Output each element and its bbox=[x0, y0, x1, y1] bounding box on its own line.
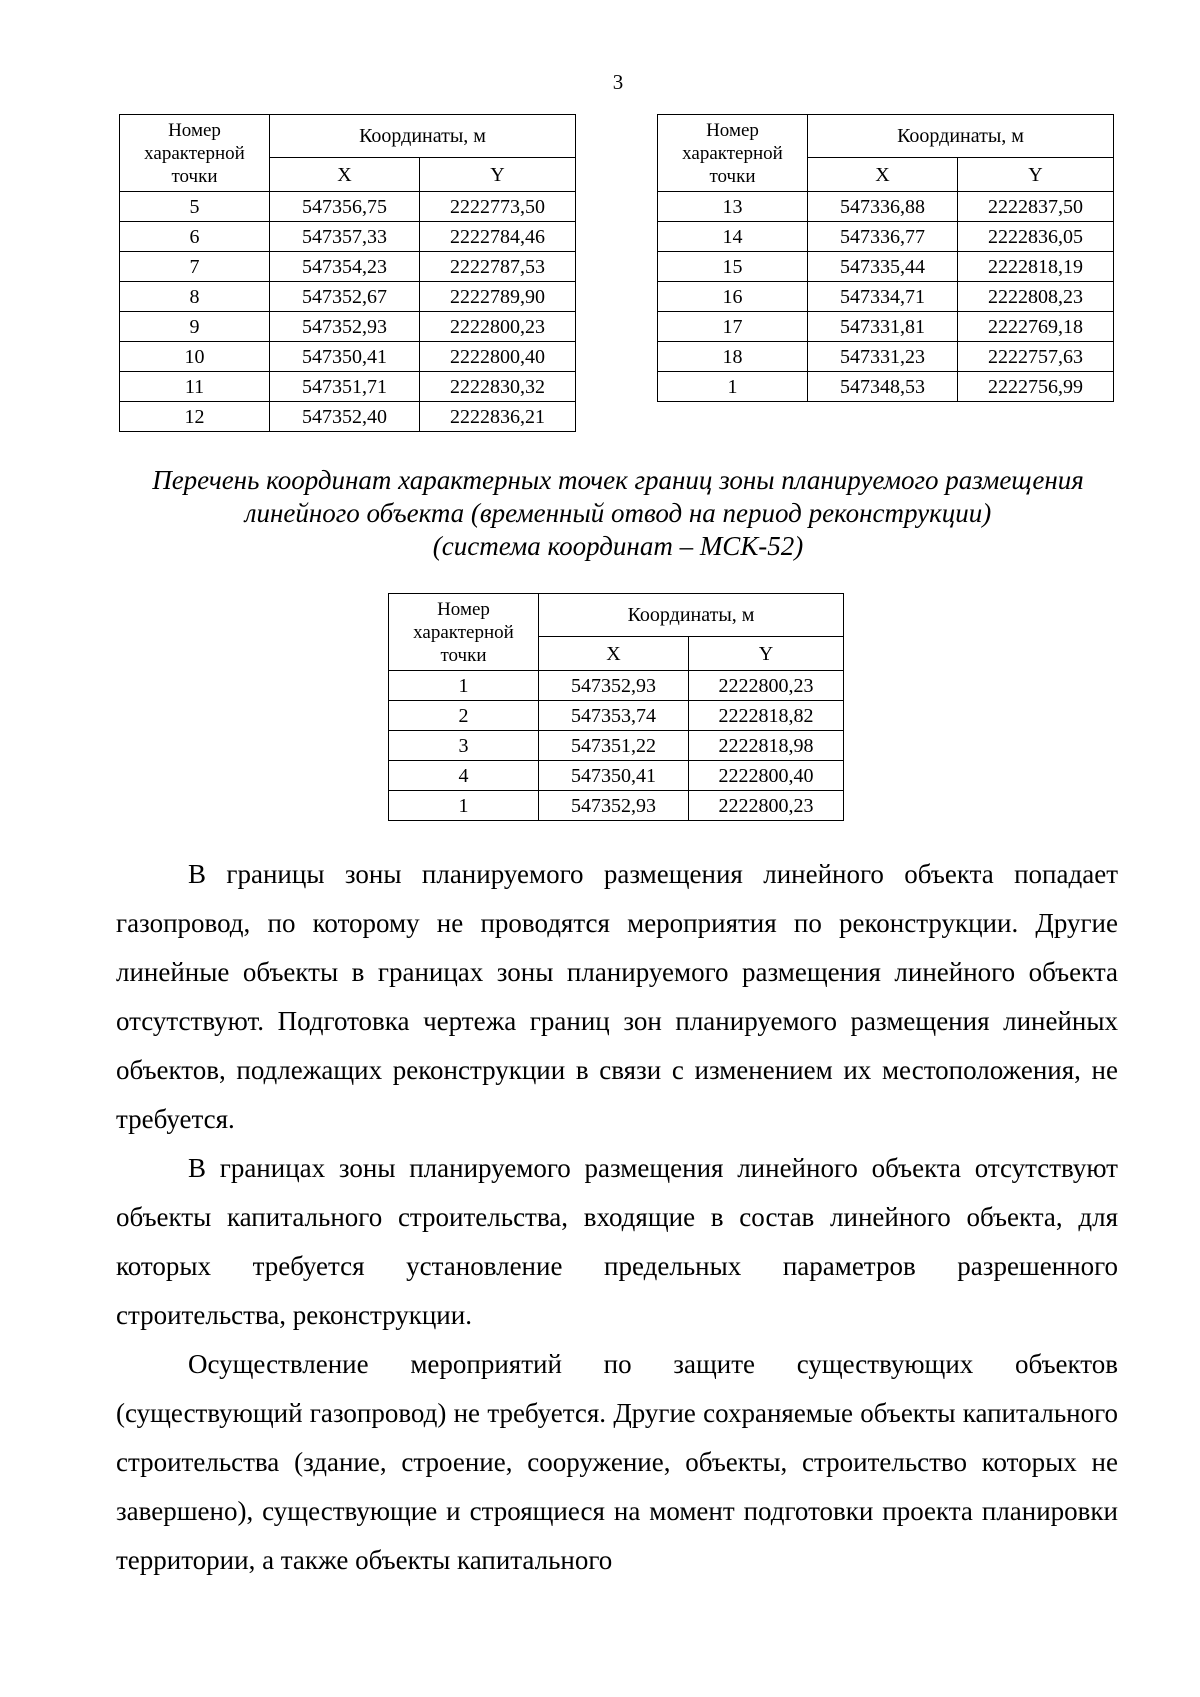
cell-x: 547354,23 bbox=[270, 252, 420, 282]
table-caption bbox=[100, 464, 1136, 563]
table-row bbox=[658, 252, 1114, 282]
page-number: 3 bbox=[612, 70, 624, 94]
cell-point-number: 14 bbox=[658, 222, 808, 252]
header-x: X bbox=[270, 158, 420, 192]
paragraph-2: В границах зоны планируемого размещения линейного объекта отсутствуют объекты капитального строительства, входящие в состав линейного объекта, для которых требуется установление предельных параметров разрешенного строительства, реконструкции. bbox=[116, 1153, 1118, 1330]
table-row bbox=[120, 372, 576, 402]
header-x: X bbox=[539, 637, 689, 671]
cell-y: 2222787,53 bbox=[420, 252, 576, 282]
cell-y: 2222836,21 bbox=[420, 402, 576, 432]
cell-point-number: 12 bbox=[120, 402, 270, 432]
table-row bbox=[658, 372, 1114, 402]
cell-x: 547352,93 bbox=[270, 312, 420, 342]
cell-point-number: 4 bbox=[389, 761, 539, 791]
header-y: Y bbox=[958, 158, 1114, 192]
table-row bbox=[389, 671, 844, 701]
cell-point-number: 18 bbox=[658, 342, 808, 372]
coordinates-table-3 bbox=[388, 593, 844, 821]
cell-point-number: 11 bbox=[120, 372, 270, 402]
cell-x: 547336,88 bbox=[808, 192, 958, 222]
cell-y: 2222800,40 bbox=[689, 761, 844, 791]
table-row bbox=[120, 192, 576, 222]
cell-point-number: 13 bbox=[658, 192, 808, 222]
header-point-number: Номер характерной точки bbox=[658, 115, 808, 192]
table-row bbox=[389, 731, 844, 761]
cell-x: 547352,93 bbox=[539, 791, 689, 821]
cell-y: 2222836,05 bbox=[958, 222, 1114, 252]
cell-y: 2222830,32 bbox=[420, 372, 576, 402]
cell-point-number: 9 bbox=[120, 312, 270, 342]
cell-point-number: 5 bbox=[120, 192, 270, 222]
header-coordinates: Координаты, м bbox=[539, 594, 844, 637]
cell-x: 547357,33 bbox=[270, 222, 420, 252]
cell-point-number: 16 bbox=[658, 282, 808, 312]
table-row bbox=[120, 342, 576, 372]
table-row bbox=[120, 282, 576, 312]
cell-x: 547334,71 bbox=[808, 282, 958, 312]
cell-x: 547348,53 bbox=[808, 372, 958, 402]
body-text bbox=[116, 850, 1118, 1585]
cell-y: 2222757,63 bbox=[958, 342, 1114, 372]
cell-y: 2222773,50 bbox=[420, 192, 576, 222]
header-y: Y bbox=[420, 158, 576, 192]
header-y: Y bbox=[689, 637, 844, 671]
cell-x: 547352,93 bbox=[539, 671, 689, 701]
cell-point-number: 8 bbox=[120, 282, 270, 312]
cell-y: 2222800,23 bbox=[689, 791, 844, 821]
cell-y: 2222800,40 bbox=[420, 342, 576, 372]
table-row bbox=[658, 222, 1114, 252]
cell-y: 2222800,23 bbox=[420, 312, 576, 342]
paragraph-1: В границы зоны планируемого размещения линейного объекта попадает газопровод, по которому не проводятся мероприятия по реконструкции. Другие линейные объекты в границах зоны планируемого размещения линейного объекта отсутствуют. Подготовка чертежа границ зон планируемого размещения линейных объектов, подлежащих реконструкции в связи с изменением их местоположения, не требуется. bbox=[116, 859, 1118, 1134]
cell-x: 547335,44 bbox=[808, 252, 958, 282]
coordinates-table-2 bbox=[657, 114, 1114, 402]
table-row bbox=[389, 761, 844, 791]
table-row bbox=[658, 282, 1114, 312]
coordinates-table-1 bbox=[119, 114, 576, 432]
cell-point-number: 6 bbox=[120, 222, 270, 252]
cell-x: 547351,22 bbox=[539, 731, 689, 761]
cell-x: 547331,23 bbox=[808, 342, 958, 372]
table-row bbox=[120, 402, 576, 432]
table-row bbox=[658, 192, 1114, 222]
header-coordinates: Координаты, м bbox=[270, 115, 576, 158]
cell-x: 547352,67 bbox=[270, 282, 420, 312]
header-point-number: Номер характерной точки bbox=[389, 594, 539, 671]
cell-x: 547352,40 bbox=[270, 402, 420, 432]
table-row bbox=[389, 791, 844, 821]
cell-y: 2222784,46 bbox=[420, 222, 576, 252]
cell-point-number: 2 bbox=[389, 701, 539, 731]
cell-x: 547350,41 bbox=[270, 342, 420, 372]
table-row bbox=[120, 252, 576, 282]
cell-y: 2222837,50 bbox=[958, 192, 1114, 222]
header-point-number: Номер характерной точки bbox=[120, 115, 270, 192]
cell-y: 2222789,90 bbox=[420, 282, 576, 312]
paragraph-3: Осуществление мероприятий по защите существующих объектов (существующий газопровод) не требуется. Другие сохраняемые объекты капитального строительства (здание, строение, сооружение, объекты, строительство которых не завершено), существующие и строящиеся на момент подготовки проекта планировки территории, а также объекты капитального bbox=[116, 1349, 1118, 1575]
cell-x: 547331,81 bbox=[808, 312, 958, 342]
cell-point-number: 10 bbox=[120, 342, 270, 372]
cell-point-number: 3 bbox=[389, 731, 539, 761]
cell-y: 2222756,99 bbox=[958, 372, 1114, 402]
cell-x: 547353,74 bbox=[539, 701, 689, 731]
cell-point-number: 1 bbox=[389, 791, 539, 821]
table-row bbox=[120, 222, 576, 252]
table-row bbox=[389, 701, 844, 731]
header-coordinates: Координаты, м bbox=[808, 115, 1114, 158]
table-row bbox=[120, 312, 576, 342]
cell-point-number: 17 bbox=[658, 312, 808, 342]
caption-line-3: (система координат – МСК-52) bbox=[432, 531, 804, 561]
cell-x: 547350,41 bbox=[539, 761, 689, 791]
cell-y: 2222818,19 bbox=[958, 252, 1114, 282]
cell-point-number: 1 bbox=[389, 671, 539, 701]
table-row bbox=[658, 342, 1114, 372]
table-row bbox=[658, 312, 1114, 342]
cell-x: 547351,71 bbox=[270, 372, 420, 402]
cell-y: 2222800,23 bbox=[689, 671, 844, 701]
caption-line-1: Перечень координат характерных точек границ зоны планируемого размещения bbox=[152, 465, 1084, 495]
cell-point-number: 1 bbox=[658, 372, 808, 402]
cell-x: 547336,77 bbox=[808, 222, 958, 252]
cell-x: 547356,75 bbox=[270, 192, 420, 222]
cell-y: 2222818,98 bbox=[689, 731, 844, 761]
cell-y: 2222808,23 bbox=[958, 282, 1114, 312]
header-x: X bbox=[808, 158, 958, 192]
cell-point-number: 15 bbox=[658, 252, 808, 282]
cell-point-number: 7 bbox=[120, 252, 270, 282]
cell-y: 2222818,82 bbox=[689, 701, 844, 731]
cell-y: 2222769,18 bbox=[958, 312, 1114, 342]
caption-line-2: линейного объекта (временный отвод на период реконструкции) bbox=[244, 498, 992, 528]
